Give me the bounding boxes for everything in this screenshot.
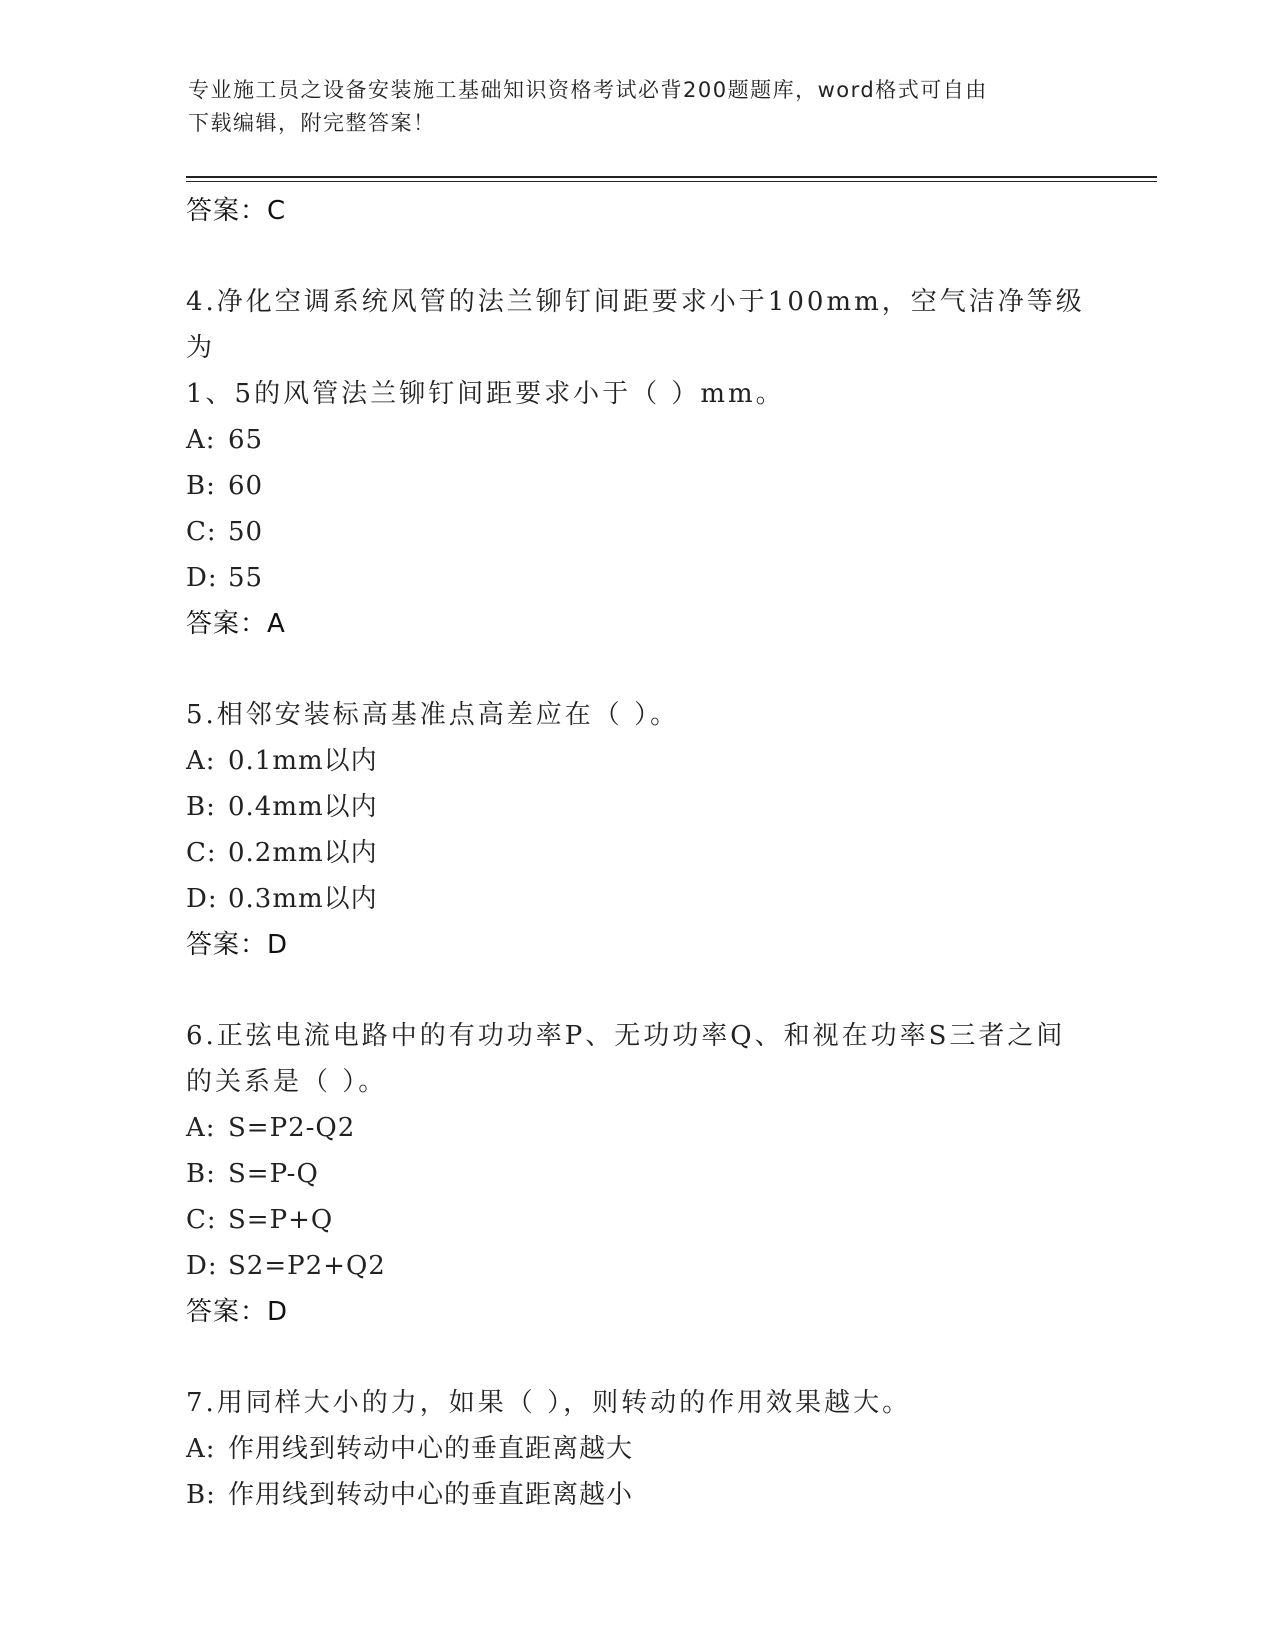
option-key: A: <box>186 746 216 776</box>
option-text: S=P+Q <box>228 1205 334 1235</box>
option-key: B: <box>186 1480 216 1510</box>
option-b <box>186 1151 1086 1197</box>
option-d <box>186 1243 1086 1289</box>
option-text: 60 <box>228 471 264 501</box>
option-key: D: <box>186 563 218 593</box>
option-key: B: <box>186 471 216 501</box>
option-key: C: <box>186 517 217 547</box>
answer: 答案：D <box>186 930 289 960</box>
option-text: 0.4mm以内 <box>228 792 378 822</box>
option-c <box>186 1197 1086 1243</box>
option-text: 作用线到转动中心的垂直距离越大 <box>228 1434 634 1464</box>
previous-answer: 答案：C <box>186 196 287 226</box>
document-body <box>186 188 1086 1518</box>
answer: 答案：D <box>186 1297 289 1327</box>
option-d <box>186 876 1086 922</box>
option-text: S=P2-Q2 <box>228 1113 356 1143</box>
question-text: 6.正弦电流电路中的有功功率P、无功功率Q、和视在功率S三者之间 <box>186 1021 1066 1051</box>
option-b <box>186 463 1086 509</box>
option-text: S2=P2+Q2 <box>228 1251 386 1281</box>
question-text-cont: 1、5的风管法兰铆钉间距要求小于（ ）mm。 <box>186 379 785 409</box>
option-text: 0.3mm以内 <box>228 884 378 914</box>
option-text: 作用线到转动中心的垂直距离越小 <box>228 1480 634 1510</box>
option-c <box>186 509 1086 555</box>
question-6 <box>186 1013 1086 1335</box>
option-a <box>186 1426 1086 1472</box>
option-b <box>186 784 1086 830</box>
option-text: S=P-Q <box>228 1159 319 1189</box>
header-line-2: 下载编辑，附完整答案！ <box>188 111 436 135</box>
option-a <box>186 1105 1086 1151</box>
option-key: C: <box>186 838 217 868</box>
question-text: 7.用同样大小的力，如果（ ），则转动的作用效果越大。 <box>186 1388 912 1418</box>
option-key: A: <box>186 1434 216 1464</box>
option-text: 55 <box>228 563 264 593</box>
option-key: A: <box>186 1113 216 1143</box>
question-7 <box>186 1380 1086 1518</box>
option-key: B: <box>186 792 216 822</box>
header-divider <box>186 176 1157 178</box>
option-key: D: <box>186 1251 218 1281</box>
option-key: B: <box>186 1159 216 1189</box>
question-text-cont: 的关系是（ ）。 <box>186 1067 388 1097</box>
option-b <box>186 1472 1086 1518</box>
question-4 <box>186 279 1086 647</box>
question-5 <box>186 692 1086 968</box>
option-a <box>186 738 1086 784</box>
header-divider-thin <box>186 181 1157 182</box>
option-a <box>186 417 1086 463</box>
question-text: 5.相邻安装标高基准点高差应在（ ）。 <box>186 700 680 730</box>
option-key: C: <box>186 1205 217 1235</box>
question-text: 4.净化空调系统风管的法兰铆钉间距要求小于100mm，空气洁净等级为 <box>186 287 1085 363</box>
option-c <box>186 830 1086 876</box>
option-text: 65 <box>228 425 264 455</box>
option-text: 0.2mm以内 <box>228 838 378 868</box>
page-header <box>188 74 1088 140</box>
option-key: A: <box>186 425 216 455</box>
option-text: 50 <box>228 517 264 547</box>
answer: 答案：A <box>186 609 286 639</box>
option-key: D: <box>186 884 218 914</box>
option-text: 0.1mm以内 <box>228 746 378 776</box>
option-d <box>186 555 1086 601</box>
header-line-1: 专业施工员之设备安装施工基础知识资格考试必背200题题库，word格式可自由 <box>188 78 988 102</box>
